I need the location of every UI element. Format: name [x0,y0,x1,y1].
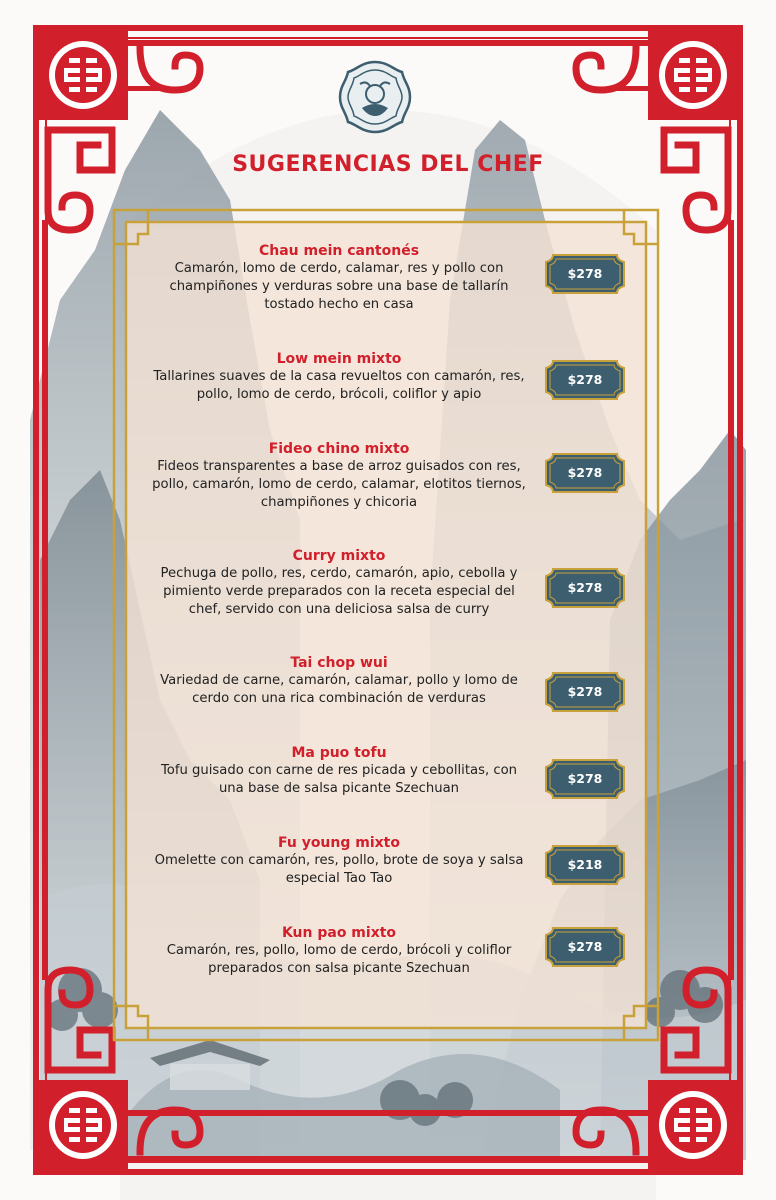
price-tag [545,453,625,493]
price-tag [545,568,625,608]
dish-description: Fideos transparentes a base de arroz guisados con res, pollo, camarón, lomo de cerdo, calamar, elotitos tiernos, champiñones y chicoria [152,459,526,510]
gold-panel-frame [108,204,664,1046]
menu-item [150,924,528,978]
corner-medallion-bottom-right [648,1080,738,1170]
corner-medallion-top-left [38,30,128,120]
page-title: SUGERENCIAS DEL CHEF [232,152,544,177]
price-tag [545,360,625,400]
menu-item [150,242,528,314]
price-value: $278 [567,684,603,699]
menu-item [150,350,528,404]
price-tag [545,845,625,885]
price-tag [545,759,625,799]
dish-name: Kun pao mixto [281,925,397,941]
price-tag [545,927,625,967]
price-value: $278 [567,266,603,281]
dish-name: Fideo chino mixto [268,441,410,457]
dish-description: Tofu guisado con carne de res picada y cebollitas, con una base de salsa picante Szechuan [160,763,518,796]
dish-name: Chau mein cantonés [258,243,420,259]
price-value: $278 [567,580,603,595]
ornamental-emblem-icon [338,60,412,134]
dish-description: Omelette con camarón, res, pollo, brote de soya y salsa especial Tao Tao [154,853,524,886]
dish-description: Tallarines suaves de la casa revueltos con camarón, res, pollo, lomo de cerdo, brócoli, coliflor y apio [153,369,525,402]
dish-name: Fu young mixto [277,835,400,851]
menu-item [150,547,528,619]
price-value: $218 [567,857,603,872]
price-value: $278 [567,771,603,786]
dish-description: Camarón, res, pollo, lomo de cerdo, brócoli y coliflor preparados con salsa picante Szechuan [166,943,512,976]
dish-name: Curry mixto [292,548,386,564]
dish-description: Camarón, lomo de cerdo, calamar, res y pollo con champiñones y verduras sobre una base de tallarín tostado hecho en casa [169,261,509,312]
dish-description: Pechuga de pollo, res, cerdo, camarón, apio, cebolla y pimiento verde preparados con la receta especial del chef, servido con una deliciosa salsa de curry [160,566,518,617]
price-value: $278 [567,939,603,954]
dish-description: Variedad de carne, camarón, calamar, pollo y lomo de cerdo con una rica combinación de verduras [160,673,518,706]
menu-item [150,744,528,798]
dish-name: Low mein mixto [276,351,402,367]
price-tag [545,672,625,712]
menu-item [150,440,528,512]
corner-medallion-bottom-left [38,1080,128,1170]
price-value: $278 [567,465,603,480]
price-value: $278 [567,372,603,387]
corner-medallion-top-right [648,30,738,120]
dish-name: Ma puo tofu [291,745,387,761]
menu-item [150,654,528,708]
dish-name: Tai chop wui [290,655,388,671]
price-tag [545,254,625,294]
menu-item [150,834,528,888]
